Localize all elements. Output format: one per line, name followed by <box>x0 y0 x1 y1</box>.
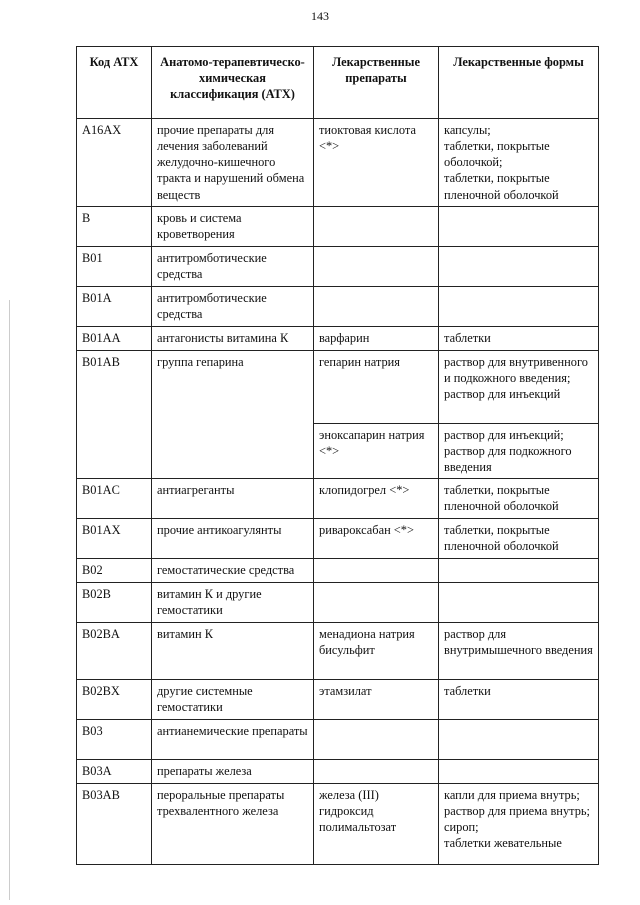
cell-drug <box>314 246 439 286</box>
cell-drug <box>314 286 439 326</box>
cell-atx: гемостатические средства <box>152 559 314 583</box>
cell-atx: группа гепарина <box>152 350 314 478</box>
cell-code: B03AB <box>77 784 152 865</box>
cell-drug: менадиона натрия бисульфит <box>314 623 439 680</box>
table-row <box>77 286 599 326</box>
cell-form <box>439 286 599 326</box>
cell-form <box>439 206 599 246</box>
cell-atx: антагонисты витамина К <box>152 326 314 350</box>
cell-drug <box>314 206 439 246</box>
cell-drug: железа (III) гидроксид полимальтозат <box>314 784 439 865</box>
cell-drug: гепарин натрия <box>314 350 439 423</box>
cell-form: таблетки <box>439 680 599 720</box>
table-row <box>77 519 599 559</box>
cell-drug: этамзилат <box>314 680 439 720</box>
cell-form: капли для приема внутрь; раствор для приема внутрь; сироп; таблетки жевательные <box>439 784 599 865</box>
table-row <box>77 583 599 623</box>
cell-atx: витамин К и другие гемостатики <box>152 583 314 623</box>
cell-atx: прочие антикоагулянты <box>152 519 314 559</box>
cell-code: B03 <box>77 720 152 760</box>
cell-form <box>439 559 599 583</box>
cell-atx: антитромботические средства <box>152 286 314 326</box>
cell-form <box>439 583 599 623</box>
table-row <box>77 326 599 350</box>
cell-code: B <box>77 206 152 246</box>
header-drugs: Лекарственные препараты <box>314 47 439 119</box>
cell-code: B02BX <box>77 680 152 720</box>
cell-drug: ривароксабан <*> <box>314 519 439 559</box>
header-code: Код АТХ <box>77 47 152 119</box>
cell-atx: антиагреганты <box>152 479 314 519</box>
cell-atx: прочие препараты для лечения заболеваний желудочно-кишечного тракта и нарушений обмена веществ <box>152 119 314 207</box>
table-row <box>77 680 599 720</box>
cell-code: A16AX <box>77 119 152 207</box>
cell-code: B01 <box>77 246 152 286</box>
cell-code: B01AC <box>77 479 152 519</box>
cell-form <box>439 246 599 286</box>
cell-form: таблетки, покрытые пленочной оболочкой <box>439 519 599 559</box>
cell-code: B01AX <box>77 519 152 559</box>
table-row <box>77 350 599 423</box>
table-row <box>77 479 599 519</box>
scan-edge-line <box>9 300 10 900</box>
cell-code: B02 <box>77 559 152 583</box>
cell-atx: антианемические препараты <box>152 720 314 760</box>
cell-code: B02BA <box>77 623 152 680</box>
cell-code: B03A <box>77 760 152 784</box>
cell-form: капсулы; таблетки, покрытые оболочкой; таблетки, покрытые пленочной оболочкой <box>439 119 599 207</box>
cell-code: B01AA <box>77 326 152 350</box>
cell-drug: тиоктовая кислота <*> <box>314 119 439 207</box>
table-row <box>77 760 599 784</box>
cell-form <box>439 720 599 760</box>
table-row <box>77 559 599 583</box>
cell-atx: антитромботические средства <box>152 246 314 286</box>
cell-atx: другие системные гемостатики <box>152 680 314 720</box>
cell-atx: витамин К <box>152 623 314 680</box>
cell-code: B01A <box>77 286 152 326</box>
cell-drug <box>314 720 439 760</box>
table-row <box>77 623 599 680</box>
cell-form: раствор для внутривенного и подкожного введения; раствор для инъекций <box>439 350 599 423</box>
cell-code: B01AB <box>77 350 152 478</box>
page-number: 143 <box>311 9 329 23</box>
table-row <box>77 720 599 760</box>
cell-atx: кровь и система кроветворения <box>152 206 314 246</box>
cell-drug <box>314 583 439 623</box>
cell-drug: эноксапарин натрия <*> <box>314 423 439 478</box>
header-forms: Лекарственные формы <box>439 47 599 119</box>
cell-form: таблетки, покрытые пленочной оболочкой <box>439 479 599 519</box>
table-row <box>77 206 599 246</box>
cell-code: B02B <box>77 583 152 623</box>
cell-atx: пероральные препараты трехвалентного железа <box>152 784 314 865</box>
cell-form: раствор для внутримышечного введения <box>439 623 599 680</box>
header-atx: Анатомо-терапевтическо-химическая классификация (АТХ) <box>152 47 314 119</box>
cell-form: таблетки <box>439 326 599 350</box>
cell-atx: препараты железа <box>152 760 314 784</box>
atx-table <box>76 46 599 865</box>
table-row <box>77 784 599 865</box>
cell-drug <box>314 760 439 784</box>
cell-drug: варфарин <box>314 326 439 350</box>
cell-form <box>439 760 599 784</box>
cell-form: раствор для инъекций; раствор для подкожного введения <box>439 423 599 478</box>
table-row <box>77 246 599 286</box>
table-body <box>77 119 599 865</box>
table-row <box>77 119 599 207</box>
table-header-row <box>77 47 599 119</box>
cell-drug <box>314 559 439 583</box>
cell-drug: клопидогрел <*> <box>314 479 439 519</box>
